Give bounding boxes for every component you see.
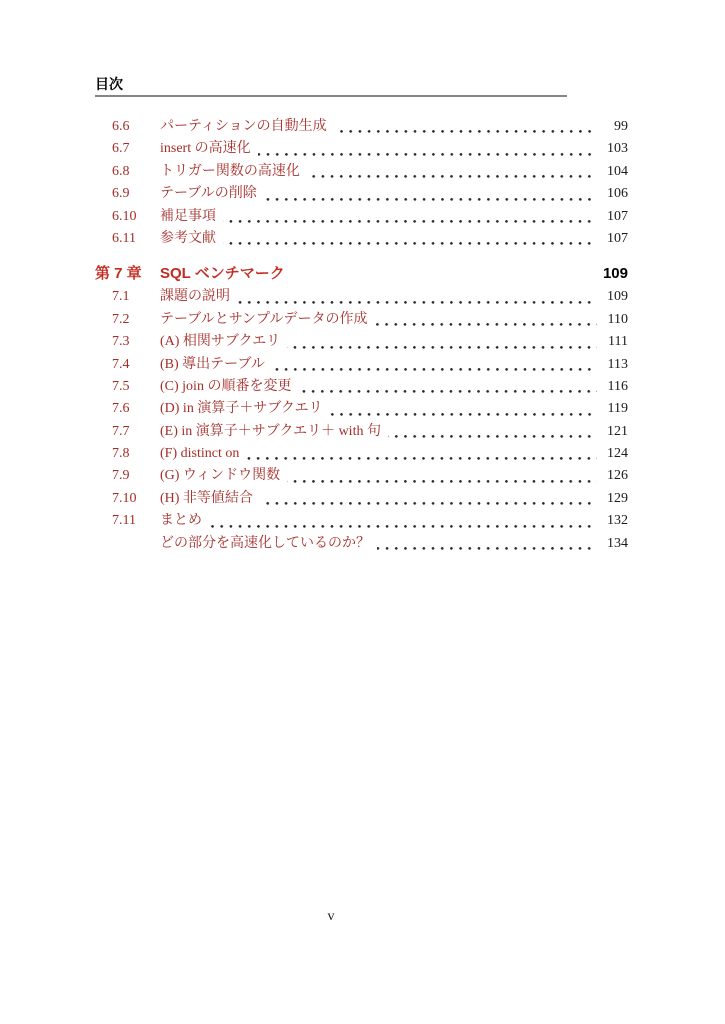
toc-entry-page: 109 <box>607 289 628 305</box>
dotted-leader <box>223 206 597 228</box>
toc-entry-title: (A) 相関サブクエリ <box>160 334 281 350</box>
toc-entry[interactable] <box>95 376 628 398</box>
toc-entry[interactable] <box>95 510 628 532</box>
toc-entry-title: パーティションの自動生成 <box>160 119 327 134</box>
toc-entry-title: (D) in 演算子＋サブクエリ <box>160 401 323 417</box>
toc-entry-title: どの部分を高速化しているのか？ <box>160 535 370 551</box>
toc-entry-title: 課題の説明 <box>160 289 230 305</box>
toc-entry-number: 6.9 <box>112 186 130 202</box>
toc-entry[interactable] <box>95 331 628 353</box>
toc-entry-page: 134 <box>607 535 628 551</box>
toc-entry-number <box>112 533 160 555</box>
toc-entry-page: 126 <box>607 468 628 484</box>
dotted-leader <box>209 510 597 532</box>
toc-entry-title: (G) ウィンドウ関数 <box>160 468 281 484</box>
dotted-leader <box>264 183 597 205</box>
dotted-leader <box>330 398 597 420</box>
toc-entry-title: テーブルの削除 <box>160 186 257 202</box>
toc-entry-title: まとめ <box>160 513 202 529</box>
toc-entry[interactable] <box>95 443 628 465</box>
dotted-leader <box>334 116 597 138</box>
header-rule <box>95 95 567 97</box>
toc-entry-page: 106 <box>607 186 628 202</box>
page-title: 目次 <box>95 76 123 92</box>
toc-entry-title: 参考文献 <box>160 230 216 246</box>
dotted-leader <box>307 161 597 183</box>
toc-entry-number: 7.8 <box>112 446 130 462</box>
dotted-leader <box>374 309 597 331</box>
dotted-leader <box>272 354 597 376</box>
toc-entry-page: 124 <box>607 446 628 462</box>
toc-entry-page: 119 <box>607 401 628 417</box>
toc-entry-page: 103 <box>607 141 628 157</box>
toc-entry-page: 104 <box>607 163 628 179</box>
toc-entry-number: 6.6 <box>112 119 130 134</box>
toc-entry[interactable] <box>95 309 628 331</box>
toc-entry[interactable] <box>95 354 628 376</box>
dotted-leader <box>298 376 597 398</box>
toc-entry-number: 7.10 <box>112 490 137 506</box>
folio-page-number: v <box>327 909 335 924</box>
toc-list <box>95 116 628 555</box>
toc-entry-number: 7.2 <box>112 311 130 327</box>
toc-entry-page: 129 <box>607 490 628 506</box>
dotted-leader <box>377 533 597 555</box>
toc-entry[interactable] <box>95 286 628 308</box>
toc-chapter-entry[interactable] <box>95 261 628 286</box>
dotted-leader <box>287 331 597 353</box>
toc-entry-number: 7.5 <box>112 378 130 394</box>
dotted-leader <box>260 488 597 510</box>
toc-entry-number: 7.7 <box>112 423 130 439</box>
leader-spacer <box>292 261 596 286</box>
toc-entry-number: 7.4 <box>112 356 130 372</box>
toc-entry-page: 110 <box>607 311 628 327</box>
toc-entry-number: 7.9 <box>112 468 130 484</box>
dotted-leader <box>388 421 597 443</box>
toc-entry-page: 113 <box>607 356 628 372</box>
toc-entry[interactable] <box>95 138 628 160</box>
toc-entry-number: 7.6 <box>112 401 130 417</box>
toc-entry[interactable] <box>95 161 628 183</box>
toc-entry-title: トリガー関数の高速化 <box>160 163 300 179</box>
toc-entry-page: 116 <box>607 378 628 394</box>
running-header <box>95 77 567 97</box>
dotted-leader <box>258 138 597 160</box>
toc-entry-page: 132 <box>607 513 628 529</box>
toc-entry-title: テーブルとサンプルデータの作成 <box>160 311 368 327</box>
toc-chapter-title: SQL ベンチマーク <box>160 265 285 283</box>
toc-entry-title: (F) distinct on <box>160 446 240 462</box>
toc-entry[interactable] <box>95 228 628 250</box>
toc-entry-number: 6.11 <box>112 230 136 246</box>
dotted-leader <box>223 228 597 250</box>
toc-chapter-label: 第 7 章 <box>95 265 142 283</box>
toc-entry-number: 7.11 <box>112 513 136 529</box>
toc-entry-number: 7.1 <box>112 289 130 305</box>
toc-entry-page: 111 <box>608 334 628 350</box>
toc-entry-title: 補足事項 <box>160 208 216 224</box>
toc-entry-title: (E) in 演算子＋サブクエリ＋ with 句 <box>160 423 381 439</box>
toc-entry-title: (H) 非等値結合 <box>160 490 253 506</box>
toc-entry[interactable] <box>95 116 628 138</box>
toc-entry[interactable] <box>95 421 628 443</box>
toc-entry[interactable] <box>95 398 628 420</box>
toc-entry[interactable] <box>95 488 628 510</box>
toc-entry-title: insert の高速化 <box>160 141 251 157</box>
toc-entry[interactable] <box>95 465 628 487</box>
toc-entry-number: 7.3 <box>112 334 130 350</box>
toc-entry-page: 107 <box>607 230 628 246</box>
toc-entry-page: 121 <box>607 423 628 439</box>
toc-entry-number: 6.7 <box>112 141 130 157</box>
toc-entry-number: 6.10 <box>112 208 137 224</box>
toc-entry-page: 107 <box>607 208 628 224</box>
dotted-leader <box>246 443 597 465</box>
toc-entry[interactable] <box>95 183 628 205</box>
toc-chapter-page: 109 <box>602 265 628 283</box>
toc-entry-number: 6.8 <box>112 163 130 179</box>
dotted-leader <box>287 465 597 487</box>
toc-entry-page: 99 <box>614 119 628 134</box>
toc-entry[interactable] <box>95 206 628 228</box>
toc-entry-title: (C) join の順番を変更 <box>160 378 292 394</box>
dotted-leader <box>237 286 597 308</box>
toc-entry[interactable] <box>95 533 628 555</box>
toc-entry-title: (B) 導出テーブル <box>160 356 265 372</box>
